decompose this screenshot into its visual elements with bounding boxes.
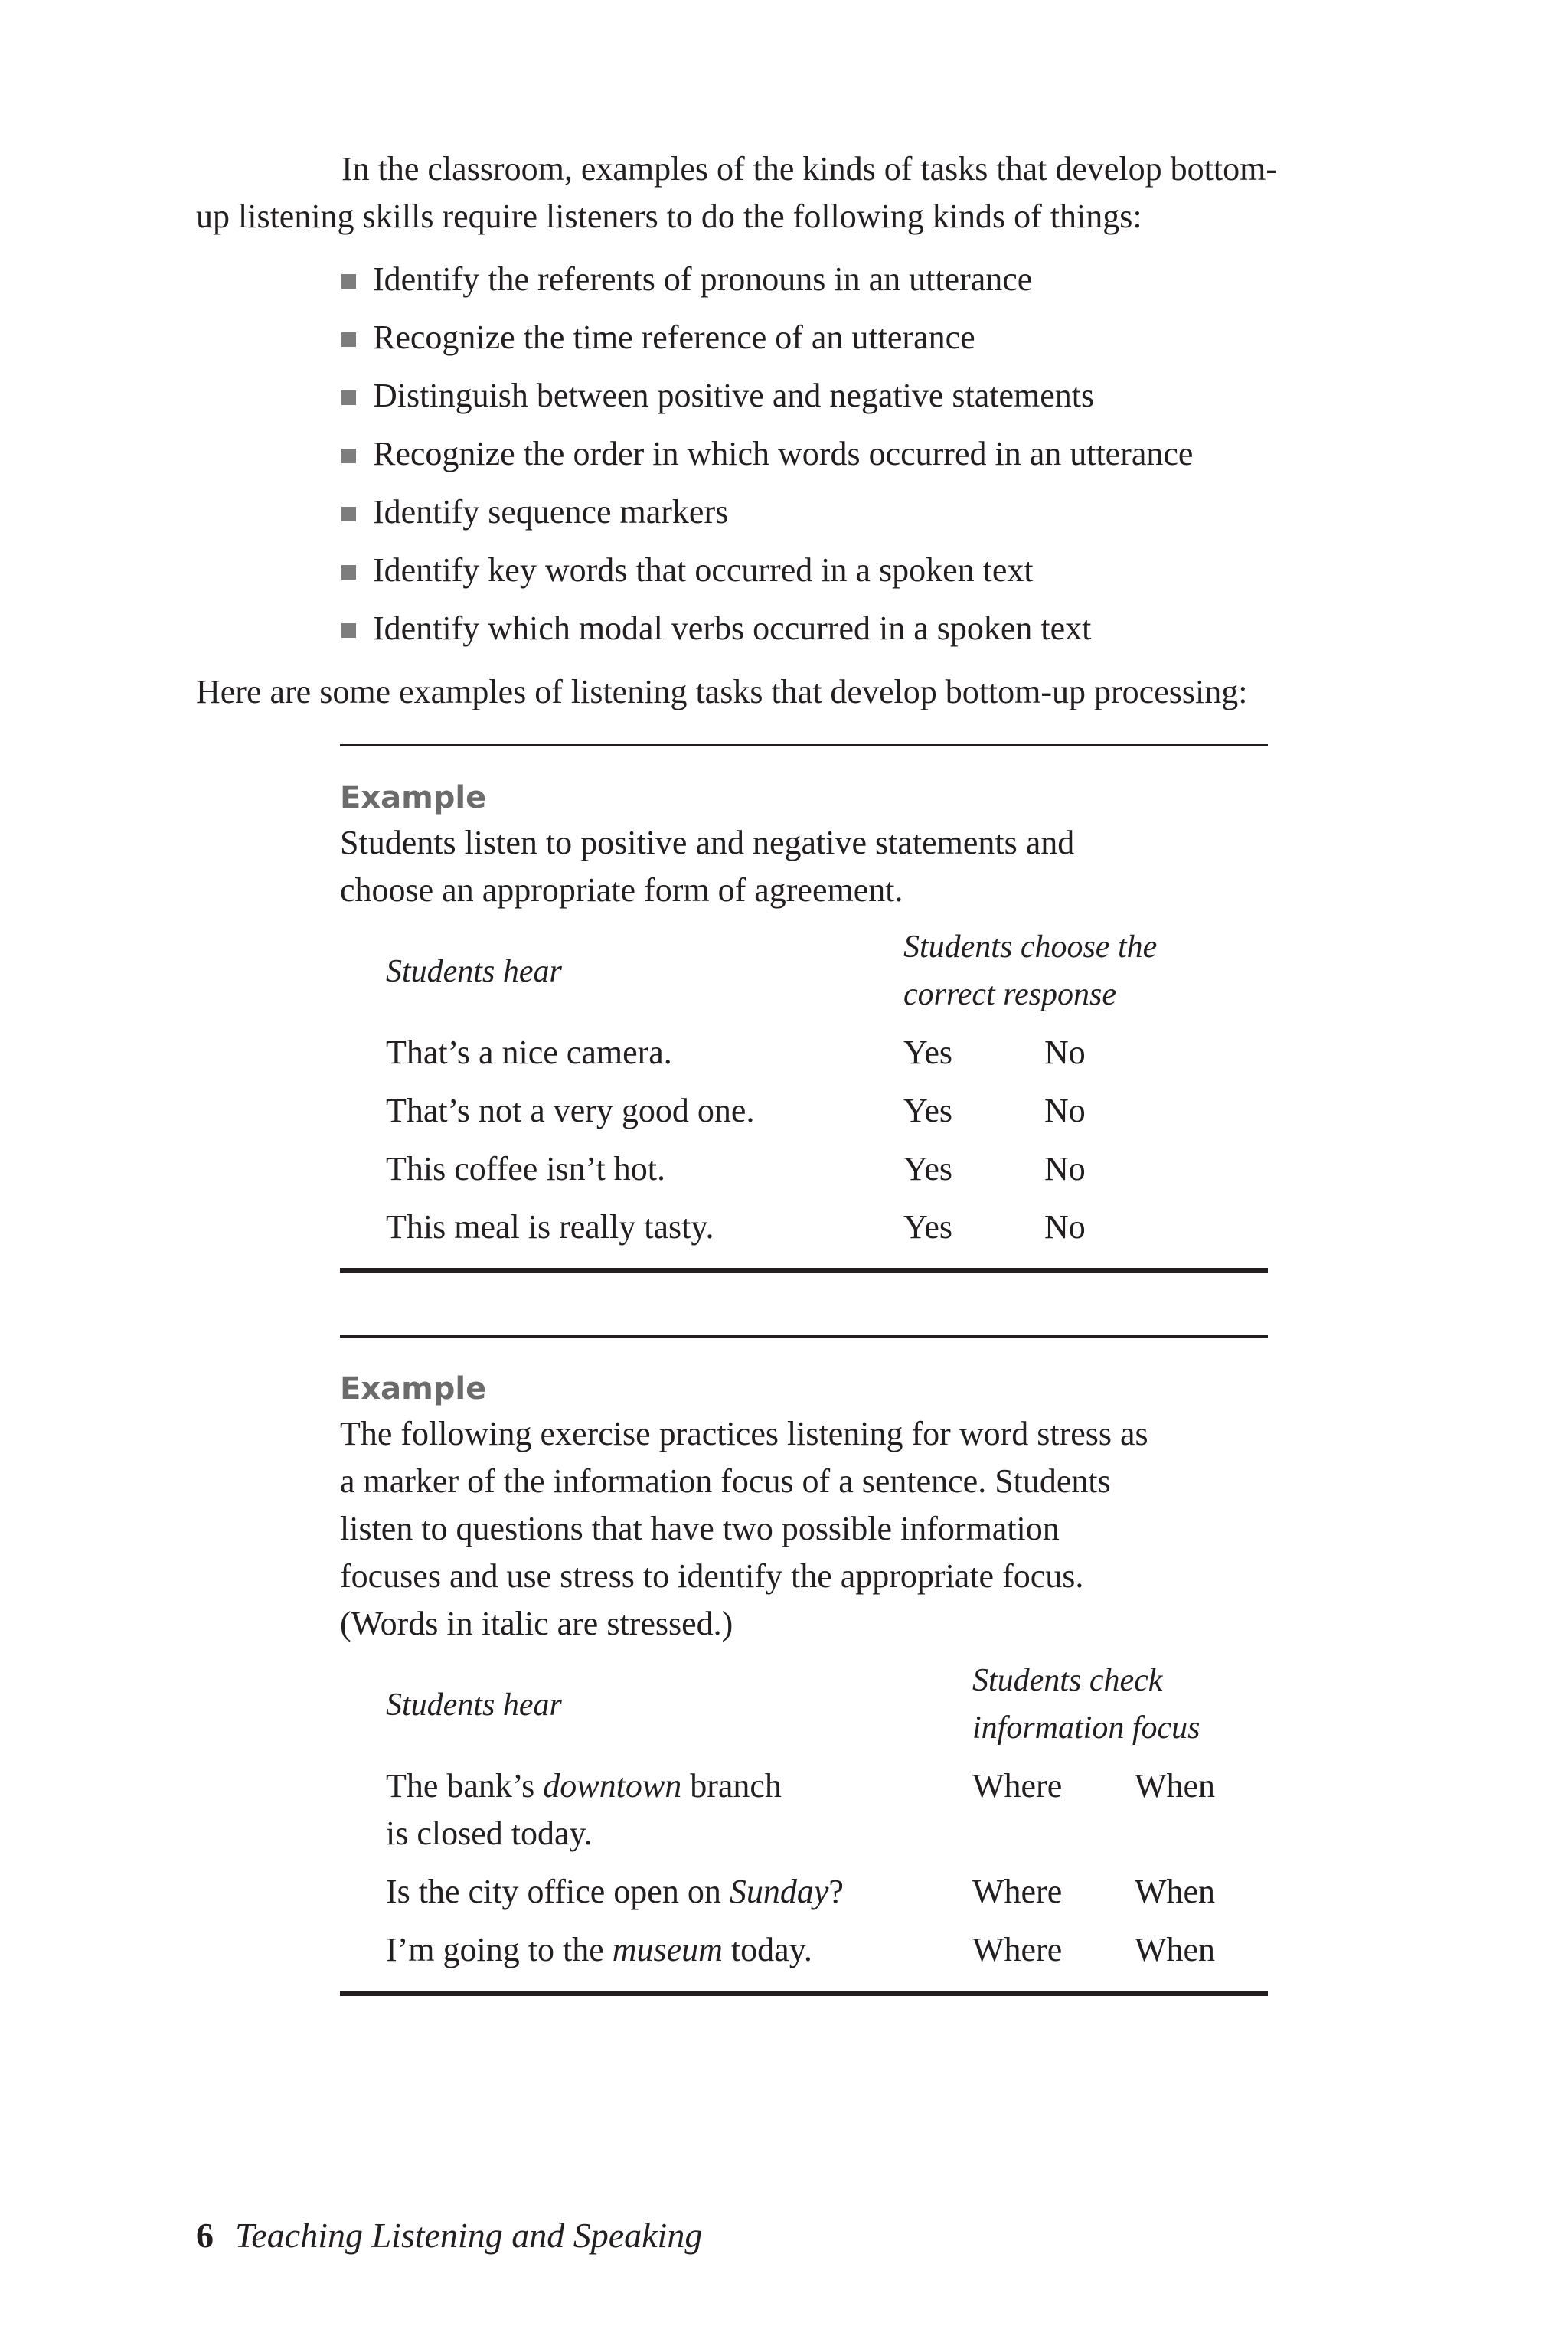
- list-item: Identify which modal verbs occurred in a spoken text: [341, 599, 1193, 658]
- square-bullet-icon: [341, 390, 356, 405]
- square-bullet-icon: [341, 507, 356, 521]
- option-when: When: [1135, 1767, 1216, 1805]
- stressed-word: Sunday: [729, 1873, 829, 1910]
- bottom-rule: [340, 1991, 1268, 1996]
- statement-cell: This coffee isn’t hot.: [386, 1150, 665, 1187]
- example-description-line: Students listen to positive and negative statements and: [340, 824, 1075, 861]
- statement-cell-continuation: is closed today.: [386, 1815, 593, 1852]
- statement-cell: This meal is really tasty.: [386, 1208, 714, 1246]
- stressed-word: downtown: [543, 1767, 682, 1805]
- list-item: Recognize the time reference of an utterance: [341, 309, 1193, 367]
- statement-cell: I’m going to the museum today.: [386, 1931, 812, 1968]
- option-where: Where: [972, 1931, 1063, 1968]
- example-box-1: [340, 744, 1268, 1280]
- statement-cell: The bank’s downtown branch: [386, 1767, 782, 1805]
- square-bullet-icon: [341, 332, 356, 347]
- option-no: No: [1044, 1208, 1086, 1246]
- column-header-response-line-2: correct response: [903, 977, 1116, 1012]
- book-title: Teaching Listening and Speaking: [235, 2216, 703, 2255]
- list-item: Identify key words that occurred in a spoken text: [341, 541, 1193, 599]
- square-bullet-icon: [341, 274, 356, 289]
- bottom-rule: [340, 1268, 1268, 1273]
- column-header-students-hear: Students hear: [386, 1687, 562, 1723]
- option-no: No: [1044, 1034, 1086, 1071]
- list-item: Identify sequence markers: [341, 483, 1193, 541]
- column-header-response-line-1: Students choose the: [903, 929, 1158, 965]
- intro-line-2: up listening skills require listeners to do the following kinds of things:: [196, 198, 1142, 235]
- option-yes: Yes: [903, 1092, 953, 1129]
- example-label: Example: [340, 780, 487, 815]
- list-item: Recognize the order in which words occurred in an utterance: [341, 425, 1193, 483]
- example-label: Example: [340, 1371, 487, 1406]
- example-description-line: a marker of the information focus of a sentence. Students: [340, 1462, 1111, 1500]
- top-rule: [340, 744, 1268, 746]
- option-when: When: [1135, 1873, 1216, 1910]
- option-where: Where: [972, 1873, 1063, 1910]
- square-bullet-icon: [341, 449, 356, 463]
- option-yes: Yes: [903, 1208, 953, 1246]
- column-header-students-hear: Students hear: [386, 954, 562, 989]
- option-yes: Yes: [903, 1034, 953, 1071]
- square-bullet-icon: [341, 565, 356, 580]
- list-item: Identify the referents of pronouns in an utterance: [341, 250, 1193, 309]
- bullet-list: [341, 250, 1193, 658]
- top-rule: [340, 1335, 1268, 1338]
- example-description-line: The following exercise practices listening for word stress as: [340, 1415, 1148, 1452]
- stressed-word: museum: [612, 1931, 723, 1968]
- example-description-line: (Words in italic are stressed.): [340, 1605, 733, 1642]
- example-box-2: [340, 1335, 1268, 2001]
- column-header-focus-line-1: Students check: [972, 1663, 1163, 1698]
- intro-line-1: In the classroom, examples of the kinds of tasks that develop bottom-: [341, 150, 1277, 188]
- example-description-line: listen to questions that have two possible information: [340, 1510, 1060, 1547]
- column-header-focus-line-2: information focus: [972, 1710, 1200, 1746]
- statement-cell: That’s a nice camera.: [386, 1034, 672, 1071]
- option-when: When: [1135, 1931, 1216, 1968]
- option-no: No: [1044, 1092, 1086, 1129]
- option-yes: Yes: [903, 1150, 953, 1187]
- statement-cell: That’s not a very good one.: [386, 1092, 755, 1129]
- transition-sentence: Here are some examples of listening tasks that develop bottom-up processing:: [196, 673, 1248, 710]
- option-no: No: [1044, 1150, 1086, 1187]
- example-description-line: focuses and use stress to identify the appropriate focus.: [340, 1557, 1084, 1595]
- option-where: Where: [972, 1767, 1063, 1805]
- square-bullet-icon: [341, 623, 356, 638]
- page-footer: [196, 2213, 702, 2259]
- list-item: Distinguish between positive and negative statements: [341, 367, 1193, 425]
- example-description-line: choose an appropriate form of agreement.: [340, 871, 903, 909]
- statement-cell: Is the city office open on Sunday?: [386, 1873, 844, 1910]
- page-number: 6: [196, 2216, 214, 2255]
